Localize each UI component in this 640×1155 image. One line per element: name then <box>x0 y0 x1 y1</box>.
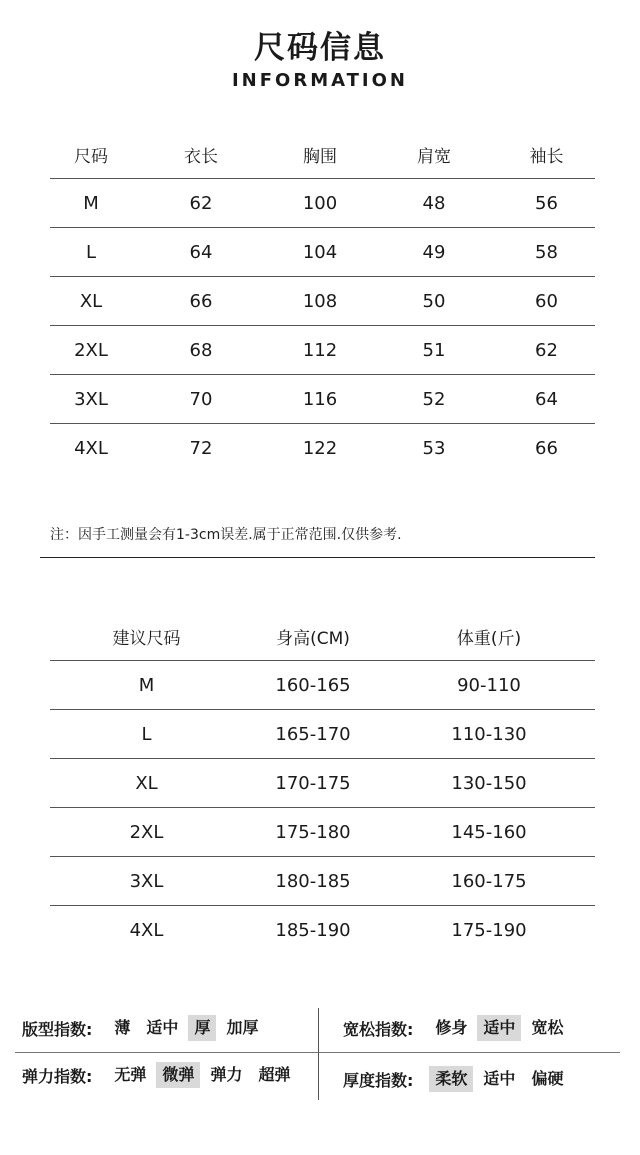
table-cell: 160-165 <box>275 674 351 696</box>
table-cell: 62 <box>535 339 558 361</box>
table-cell: 49 <box>422 241 446 263</box>
table-cell: M <box>138 674 155 696</box>
table-cell: 145-160 <box>451 821 527 843</box>
elasticity-option: 超弹 <box>258 1065 291 1084</box>
thickness-index-label: 厚度指数: <box>343 1070 414 1090</box>
table-cell: 4XL <box>74 437 108 459</box>
table-cell: 130-150 <box>451 772 527 794</box>
header-weight: 体重(斤) <box>456 628 522 649</box>
table-row <box>50 857 595 906</box>
looseness-option: 修身 <box>435 1018 468 1037</box>
table-cell: 66 <box>535 437 558 459</box>
header-length: 衣长 <box>184 146 218 167</box>
table-cell: 112 <box>302 339 338 361</box>
table-cell: 50 <box>422 290 446 312</box>
table-row <box>50 661 595 710</box>
table-cell: 170-175 <box>275 772 351 794</box>
table-cell: 110-130 <box>451 723 527 745</box>
table-cell: 160-175 <box>451 870 527 892</box>
recommend-table-header <box>50 612 595 661</box>
table-row <box>50 326 595 375</box>
size-table-header <box>50 130 595 179</box>
table-cell: 122 <box>302 437 338 459</box>
elasticity-option: 微弹 <box>156 1062 200 1088</box>
fit-index <box>22 1013 268 1043</box>
table-row <box>50 375 595 424</box>
header-size: 尺码 <box>74 146 108 167</box>
header-sleeve: 袖长 <box>529 146 564 167</box>
table-cell: 62 <box>189 192 213 214</box>
table-row <box>50 906 595 954</box>
divider <box>40 557 595 558</box>
table-cell: 53 <box>422 437 446 459</box>
table-cell: M <box>83 192 99 214</box>
looseness-index-label: 宽松指数: <box>343 1019 414 1039</box>
measurement-note: 注：因手工测量会有1-3cm误差.属于正常范围.仅供参考. <box>50 527 402 543</box>
header-shoulder: 肩宽 <box>417 146 451 167</box>
table-row <box>50 179 595 228</box>
table-cell: XL <box>79 290 103 312</box>
recommend-table <box>50 612 595 954</box>
table-cell: 68 <box>189 339 213 361</box>
thickness-option: 柔软 <box>429 1066 473 1092</box>
elasticity-option: 弹力 <box>210 1065 243 1084</box>
elasticity-index <box>22 1060 300 1090</box>
fit-option: 薄 <box>114 1018 131 1037</box>
table-cell: 2XL <box>74 339 108 361</box>
looseness-index <box>343 1013 573 1043</box>
elasticity-option: 无弹 <box>114 1065 147 1084</box>
size-table <box>50 130 595 472</box>
table-cell: 52 <box>422 388 446 410</box>
table-cell: L <box>85 241 97 263</box>
table-cell: 58 <box>535 241 558 263</box>
table-cell: 3XL <box>129 870 164 892</box>
fit-option: 加厚 <box>226 1018 259 1037</box>
table-cell: 104 <box>302 241 338 263</box>
table-cell: 2XL <box>129 821 164 843</box>
page-subtitle: INFORMATION <box>231 70 408 91</box>
table-cell: L <box>141 723 152 745</box>
table-cell: 185-190 <box>275 919 351 941</box>
indices-vertical-divider <box>318 1008 319 1100</box>
table-cell: 66 <box>189 290 213 312</box>
elasticity-index-label: 弹力指数: <box>22 1066 93 1086</box>
table-cell: 175-180 <box>275 821 351 843</box>
table-cell: 180-185 <box>275 870 351 892</box>
table-row <box>50 808 595 857</box>
header-height: 身高(CM) <box>276 628 350 649</box>
table-cell: 64 <box>535 388 558 410</box>
fit-option: 适中 <box>146 1018 179 1037</box>
table-cell: 51 <box>422 339 446 361</box>
table-cell: 100 <box>302 192 338 214</box>
header-chest: 胸围 <box>303 146 337 167</box>
table-cell: 108 <box>302 290 338 312</box>
table-cell: 60 <box>535 290 558 312</box>
looseness-option: 宽松 <box>531 1018 564 1037</box>
thickness-option: 偏硬 <box>531 1069 564 1088</box>
table-cell: 48 <box>422 192 446 214</box>
table-cell: 70 <box>189 388 213 410</box>
table-cell: XL <box>135 772 158 794</box>
table-cell: 3XL <box>74 388 108 410</box>
fit-option: 厚 <box>188 1015 216 1041</box>
table-row <box>50 228 595 277</box>
table-cell: 56 <box>535 192 558 214</box>
table-row <box>50 710 595 759</box>
fit-index-label: 版型指数: <box>22 1019 93 1039</box>
table-cell: 4XL <box>129 919 164 941</box>
page-title: 尺码信息 <box>254 30 386 66</box>
header-recommend-size: 建议尺码 <box>112 628 181 649</box>
looseness-option: 适中 <box>477 1015 521 1041</box>
table-cell: 90-110 <box>457 674 521 696</box>
table-cell: 64 <box>189 241 213 263</box>
table-cell: 116 <box>302 388 338 410</box>
thickness-index <box>343 1064 573 1094</box>
table-row <box>50 277 595 326</box>
table-cell: 175-190 <box>451 919 527 941</box>
fabric-indices <box>0 1005 640 1105</box>
table-cell: 165-170 <box>275 723 351 745</box>
table-row <box>50 759 595 808</box>
table-cell: 72 <box>189 437 213 459</box>
thickness-option: 适中 <box>483 1069 516 1088</box>
table-row <box>50 424 595 472</box>
